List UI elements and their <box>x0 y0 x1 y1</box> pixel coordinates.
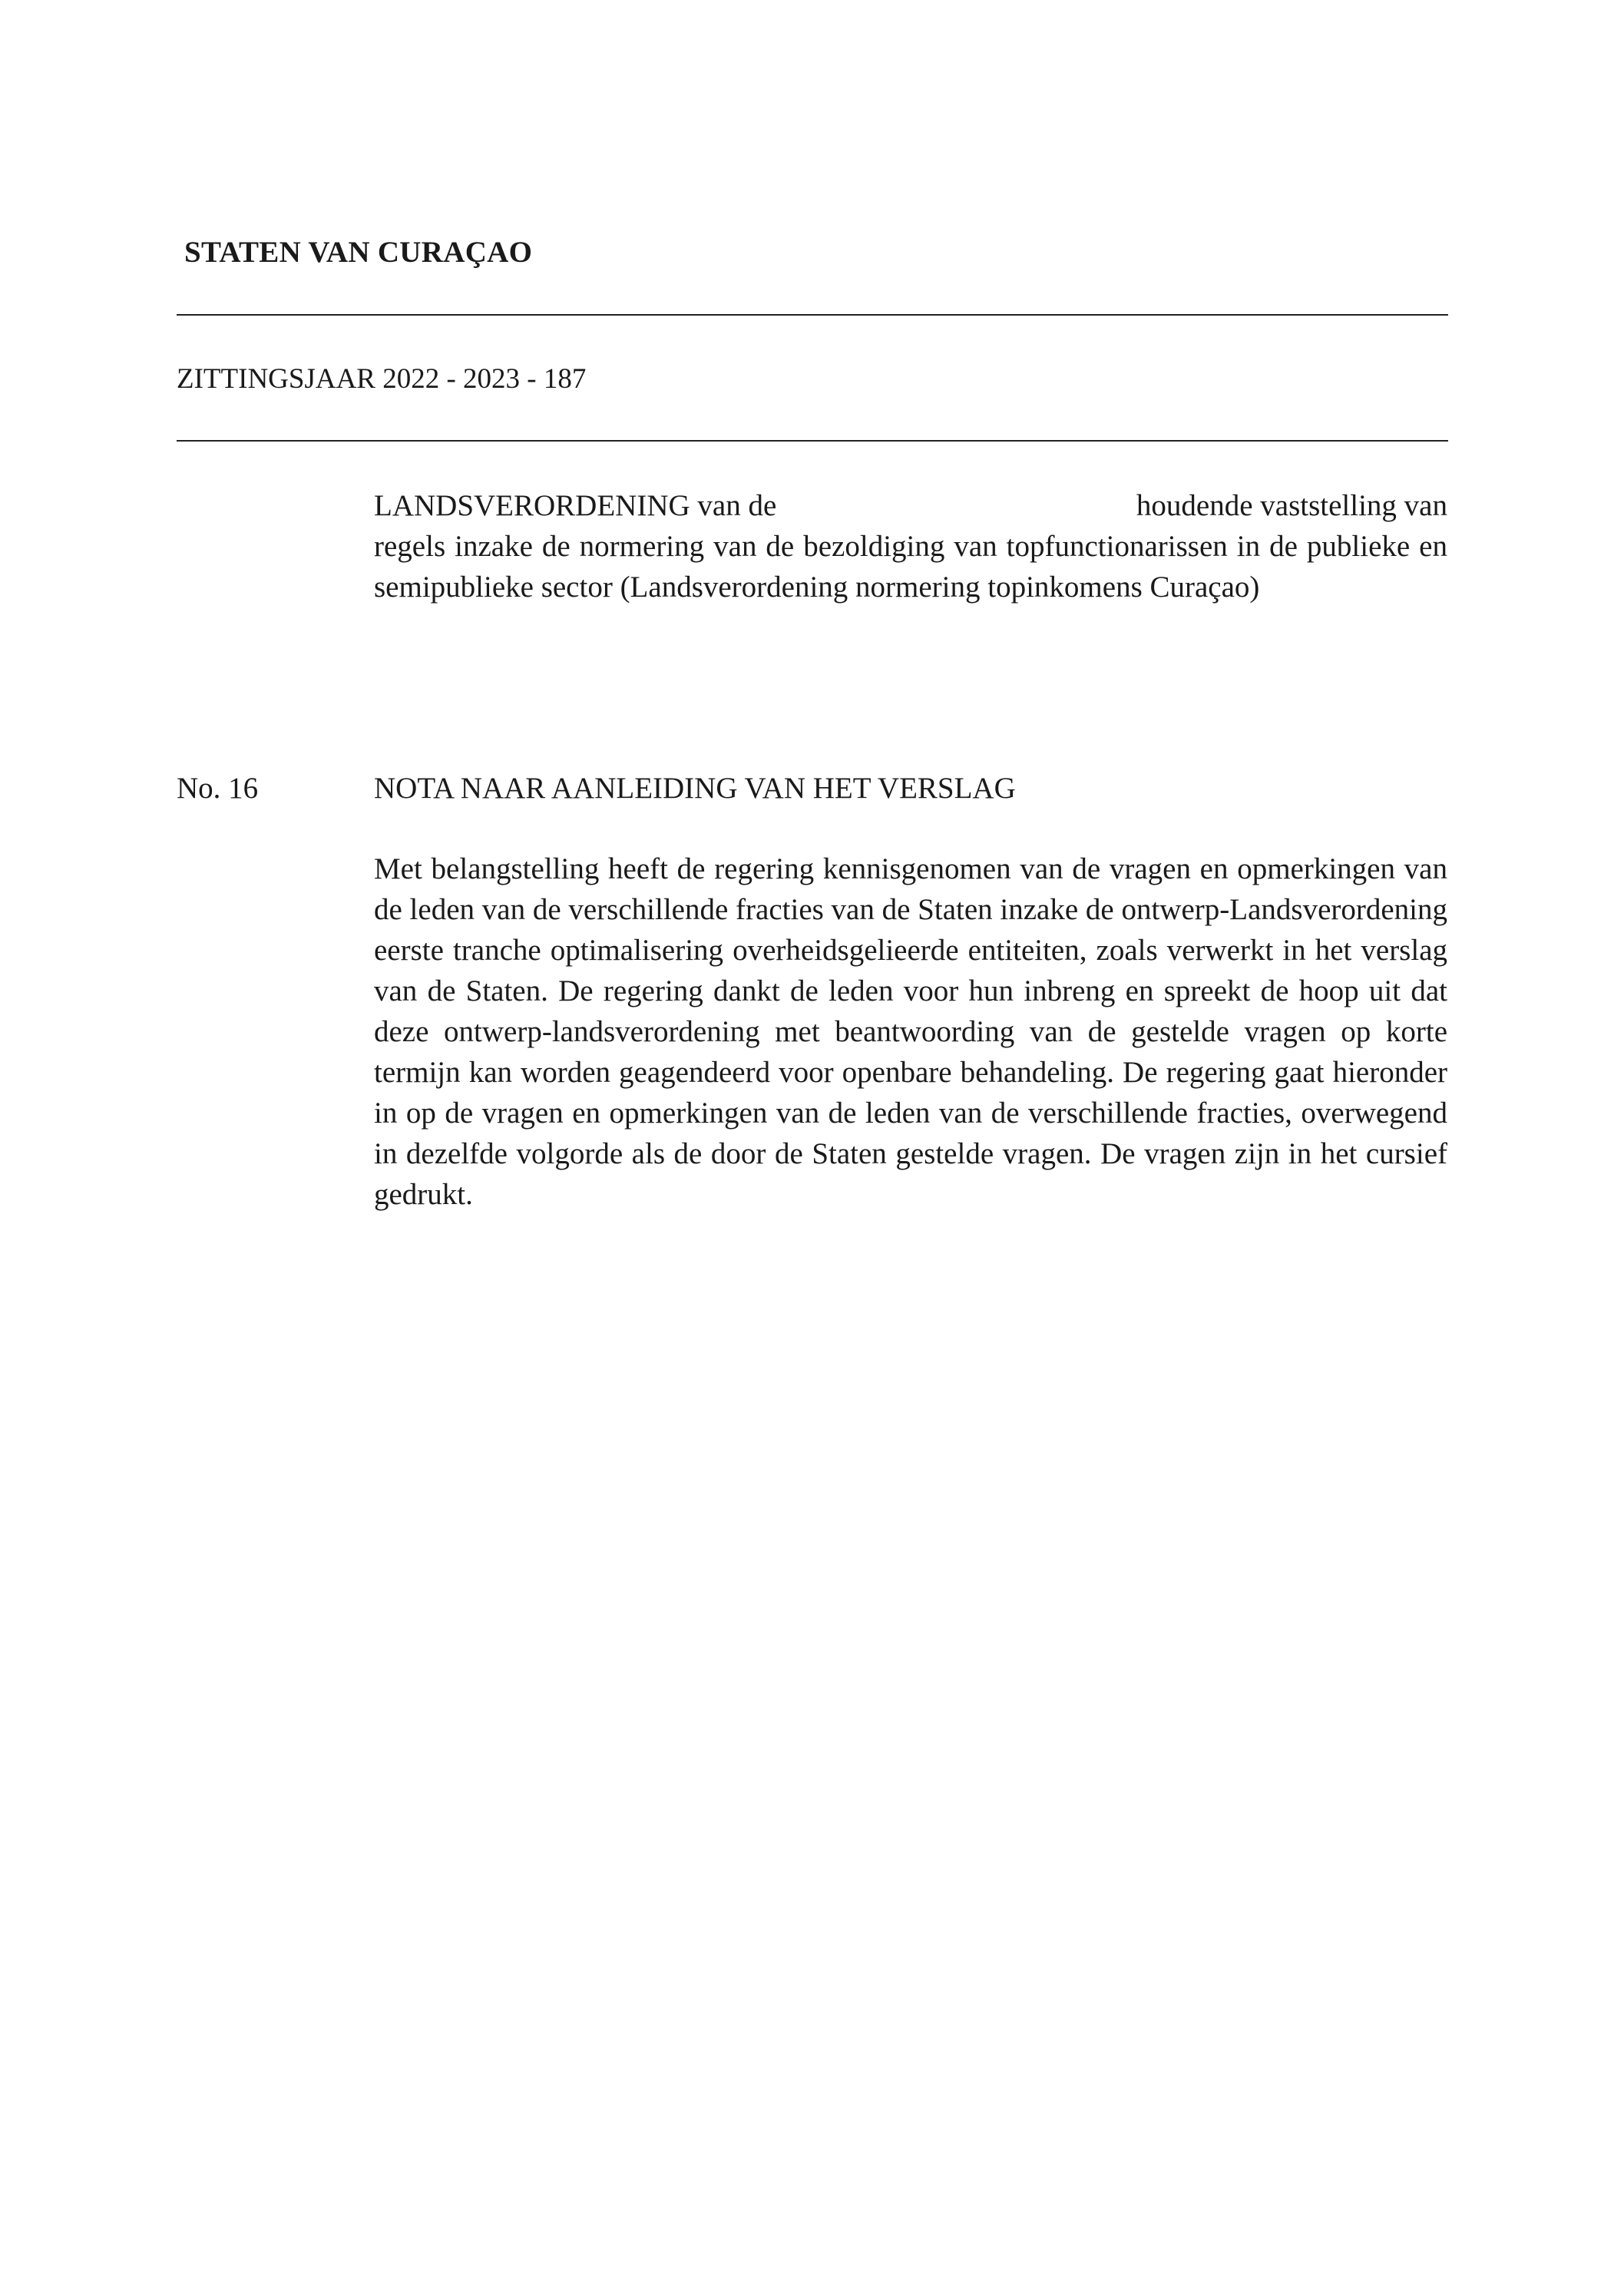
law-title-start: LANDSVERORDENING van de <box>374 489 777 522</box>
bottom-divider <box>177 440 1448 442</box>
top-divider <box>177 314 1448 316</box>
law-title-rest: regels inzake de normering van de bezoldiging van topfunctionarissen in de publieke en semipublieke sector (Landsverordening normering topinkomens Curaçao) <box>374 530 1447 604</box>
law-title-first-line <box>374 485 1447 526</box>
document-heading: NOTA NAAR AANLEIDING VAN HET VERSLAG <box>374 772 1016 805</box>
law-title-end: houdende vaststelling van <box>1136 489 1447 522</box>
parliament-title: STATEN VAN CURAÇAO <box>184 236 533 269</box>
body-paragraph: Met belangstelling heeft de regering kennisgenomen van de vragen en opmerkingen van de leden van de verschillende fracties van de Staten inzake de ontwerp-Landsverordening eerste tranche optimalisering overheidsgelieerde entiteiten, zoals verwerkt in het verslag van de Staten. De regering dankt de leden voor hun inbreng en spreekt de hoop uit dat deze ontwerp-landsverordening met beantwoording van de gestelde vragen op korte termijn kan worden geagendeerd voor openbare behandeling. De regering gaat hieronder in op de vragen en opmerkingen van de leden van de verschillende fracties, overwegend in dezelfde volgorde als de door de Staten gestelde vragen. De vragen zijn in het cursief gedrukt. <box>374 852 1448 1211</box>
law-title <box>374 485 1447 607</box>
session-number: ZITTINGSJAAR 2022 - 2023 - 187 <box>177 363 587 395</box>
document-number: No. 16 <box>177 772 259 805</box>
